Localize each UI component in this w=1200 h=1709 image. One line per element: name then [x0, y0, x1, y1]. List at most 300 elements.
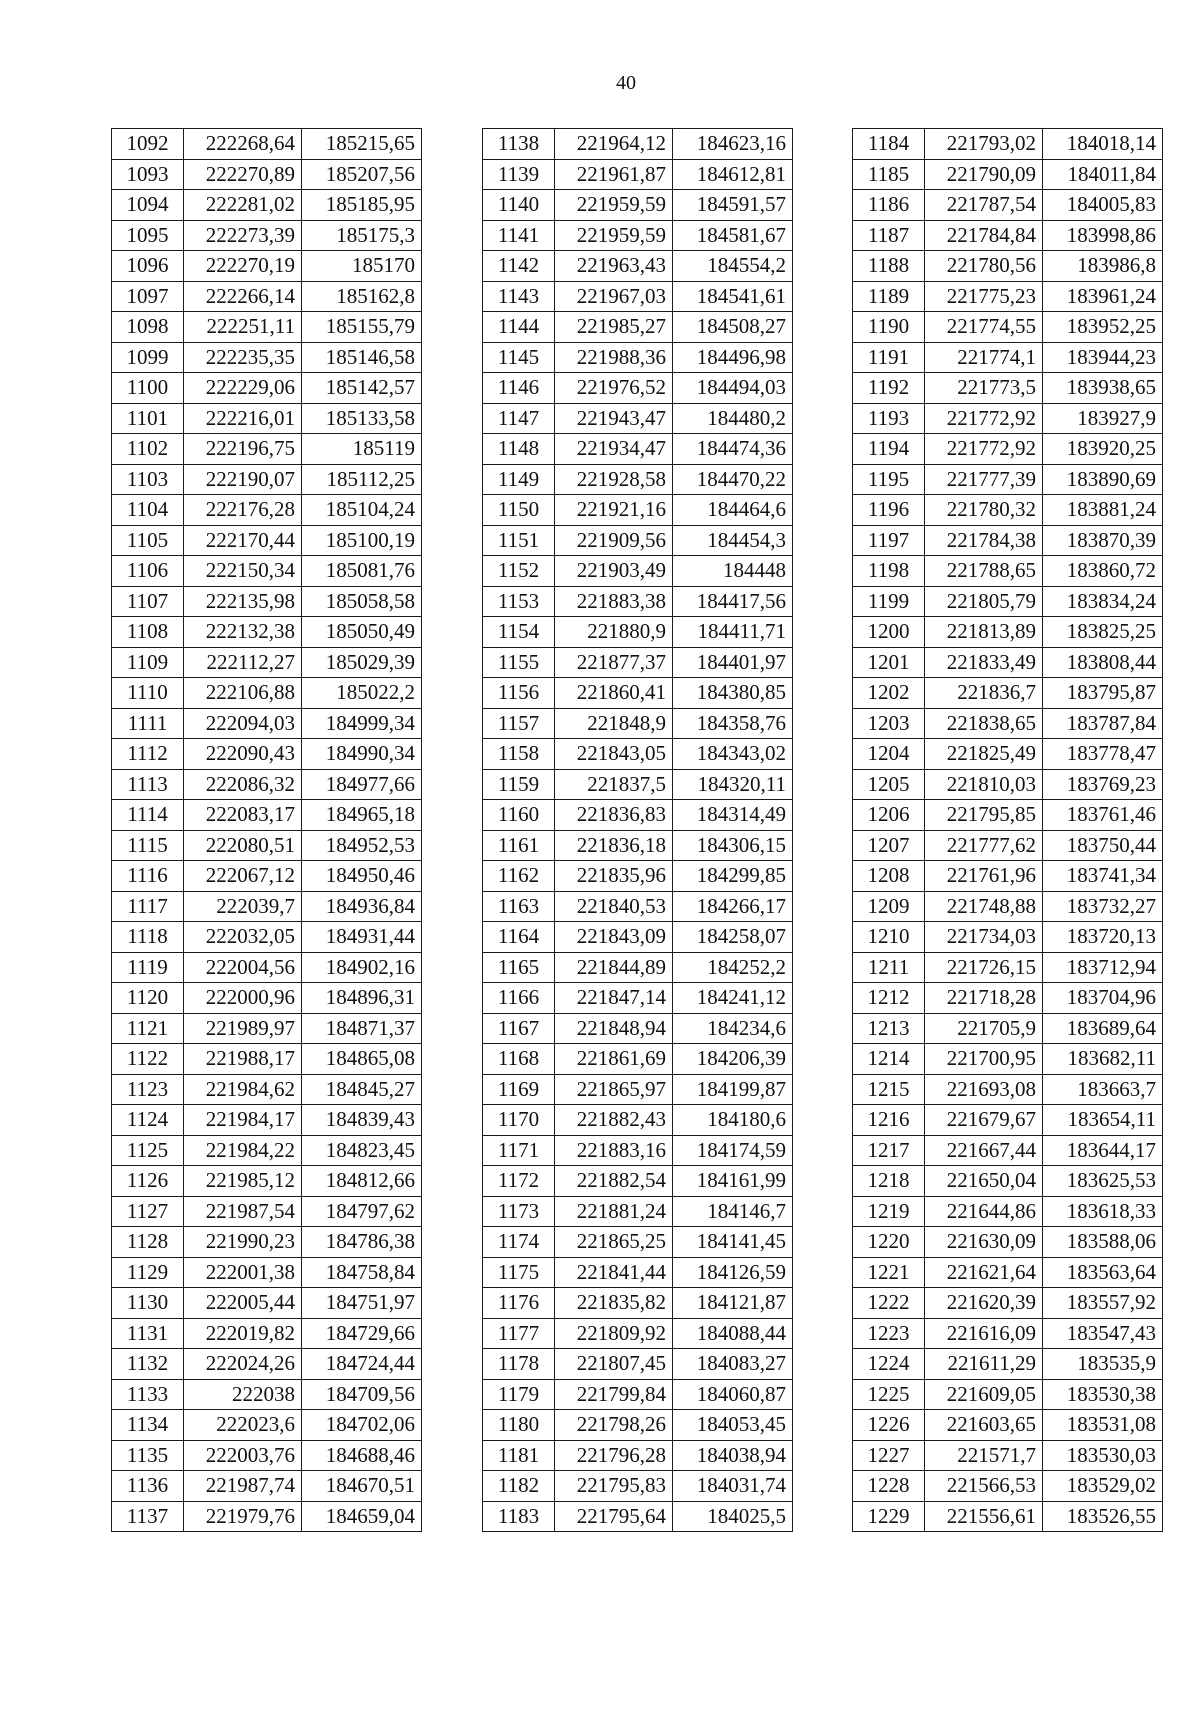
- point-number-cell: 1170: [483, 1105, 555, 1136]
- x-coordinate-cell: 222038: [184, 1379, 302, 1410]
- x-coordinate-cell: 221882,43: [555, 1105, 673, 1136]
- x-coordinate-cell: 221861,69: [555, 1044, 673, 1075]
- point-number-cell: 1154: [483, 617, 555, 648]
- table-row: [112, 1410, 422, 1441]
- table-row: [483, 922, 793, 953]
- x-coordinate-cell: 221882,54: [555, 1166, 673, 1197]
- table-row: [483, 251, 793, 282]
- point-number-cell: 1159: [483, 769, 555, 800]
- x-coordinate-cell: 221848,94: [555, 1013, 673, 1044]
- table-row: [853, 1074, 1163, 1105]
- y-coordinate-cell: 185133,58: [302, 403, 422, 434]
- y-coordinate-cell: 184161,99: [673, 1166, 793, 1197]
- x-coordinate-cell: 221837,5: [555, 769, 673, 800]
- table-row: [853, 1349, 1163, 1380]
- x-coordinate-cell: 221774,55: [925, 312, 1043, 343]
- point-number-cell: 1210: [853, 922, 925, 953]
- table-row: [112, 373, 422, 404]
- y-coordinate-cell: 184266,17: [673, 891, 793, 922]
- x-coordinate-cell: 222251,11: [184, 312, 302, 343]
- point-number-cell: 1099: [112, 342, 184, 373]
- table-row: [112, 952, 422, 983]
- table-row: [112, 708, 422, 739]
- point-number-cell: 1119: [112, 952, 184, 983]
- point-number-cell: 1126: [112, 1166, 184, 1197]
- table-row: [853, 708, 1163, 739]
- table-row: [483, 1318, 793, 1349]
- point-number-cell: 1185: [853, 159, 925, 190]
- x-coordinate-cell: 221985,12: [184, 1166, 302, 1197]
- x-coordinate-cell: 222032,05: [184, 922, 302, 953]
- table-row: [483, 647, 793, 678]
- point-number-cell: 1101: [112, 403, 184, 434]
- x-coordinate-cell: 221772,92: [925, 403, 1043, 434]
- table-row: [483, 1257, 793, 1288]
- point-number-cell: 1129: [112, 1257, 184, 1288]
- y-coordinate-cell: 184320,11: [673, 769, 793, 800]
- y-coordinate-cell: 183761,46: [1043, 800, 1163, 831]
- y-coordinate-cell: 183547,43: [1043, 1318, 1163, 1349]
- x-coordinate-cell: 221700,95: [925, 1044, 1043, 1075]
- table-row: [483, 1288, 793, 1319]
- y-coordinate-cell: 184038,94: [673, 1440, 793, 1471]
- table-row: [112, 800, 422, 831]
- table-row: [853, 739, 1163, 770]
- point-number-cell: 1167: [483, 1013, 555, 1044]
- x-coordinate-cell: 221934,47: [555, 434, 673, 465]
- y-coordinate-cell: 183787,84: [1043, 708, 1163, 739]
- table-row: [112, 1044, 422, 1075]
- point-number-cell: 1109: [112, 647, 184, 678]
- point-number-cell: 1122: [112, 1044, 184, 1075]
- x-coordinate-cell: 222281,02: [184, 190, 302, 221]
- x-coordinate-cell: 221841,44: [555, 1257, 673, 1288]
- x-coordinate-cell: 221611,29: [925, 1349, 1043, 1380]
- point-number-cell: 1123: [112, 1074, 184, 1105]
- point-number-cell: 1223: [853, 1318, 925, 1349]
- table-row: [853, 617, 1163, 648]
- y-coordinate-cell: 185100,19: [302, 525, 422, 556]
- x-coordinate-cell: 221921,16: [555, 495, 673, 526]
- x-coordinate-cell: 221774,1: [925, 342, 1043, 373]
- y-coordinate-cell: 184314,49: [673, 800, 793, 831]
- x-coordinate-cell: 222273,39: [184, 220, 302, 251]
- x-coordinate-cell: 221795,83: [555, 1471, 673, 1502]
- y-coordinate-cell: 184709,56: [302, 1379, 422, 1410]
- table-row: [112, 1196, 422, 1227]
- y-coordinate-cell: 184401,97: [673, 647, 793, 678]
- point-number-cell: 1100: [112, 373, 184, 404]
- point-number-cell: 1211: [853, 952, 925, 983]
- table-row: [483, 891, 793, 922]
- coordinate-table-3: [852, 128, 1163, 1532]
- x-coordinate-cell: 221788,65: [925, 556, 1043, 587]
- table-row: [112, 1379, 422, 1410]
- table-row: [112, 1440, 422, 1471]
- y-coordinate-cell: 184180,6: [673, 1105, 793, 1136]
- y-coordinate-cell: 184234,6: [673, 1013, 793, 1044]
- table-row: [483, 159, 793, 190]
- x-coordinate-cell: 221976,52: [555, 373, 673, 404]
- point-number-cell: 1095: [112, 220, 184, 251]
- x-coordinate-cell: 221726,15: [925, 952, 1043, 983]
- table-row: [853, 1288, 1163, 1319]
- x-coordinate-cell: 221784,38: [925, 525, 1043, 556]
- table-row: [483, 220, 793, 251]
- x-coordinate-cell: 221761,96: [925, 861, 1043, 892]
- point-number-cell: 1117: [112, 891, 184, 922]
- table-row: [853, 159, 1163, 190]
- y-coordinate-cell: 184121,87: [673, 1288, 793, 1319]
- y-coordinate-cell: 184088,44: [673, 1318, 793, 1349]
- point-number-cell: 1187: [853, 220, 925, 251]
- table-row: [853, 1013, 1163, 1044]
- y-coordinate-cell: 185119: [302, 434, 422, 465]
- y-coordinate-cell: 184936,84: [302, 891, 422, 922]
- table-row: [483, 1196, 793, 1227]
- point-number-cell: 1190: [853, 312, 925, 343]
- y-coordinate-cell: 184591,57: [673, 190, 793, 221]
- x-coordinate-cell: 221705,9: [925, 1013, 1043, 1044]
- y-coordinate-cell: 183778,47: [1043, 739, 1163, 770]
- table-row: [112, 586, 422, 617]
- point-number-cell: 1112: [112, 739, 184, 770]
- point-number-cell: 1194: [853, 434, 925, 465]
- y-coordinate-cell: 185155,79: [302, 312, 422, 343]
- y-coordinate-cell: 184174,59: [673, 1135, 793, 1166]
- x-coordinate-cell: 221644,86: [925, 1196, 1043, 1227]
- point-number-cell: 1184: [853, 129, 925, 160]
- point-number-cell: 1206: [853, 800, 925, 831]
- x-coordinate-cell: 221556,61: [925, 1501, 1043, 1532]
- table-row: [853, 434, 1163, 465]
- point-number-cell: 1212: [853, 983, 925, 1014]
- point-number-cell: 1198: [853, 556, 925, 587]
- point-number-cell: 1166: [483, 983, 555, 1014]
- table-row: [853, 1105, 1163, 1136]
- table-row: [112, 281, 422, 312]
- x-coordinate-cell: 222196,75: [184, 434, 302, 465]
- point-number-cell: 1149: [483, 464, 555, 495]
- y-coordinate-cell: 183712,94: [1043, 952, 1163, 983]
- x-coordinate-cell: 221840,53: [555, 891, 673, 922]
- x-coordinate-cell: 221795,64: [555, 1501, 673, 1532]
- x-coordinate-cell: 221860,41: [555, 678, 673, 709]
- x-coordinate-cell: 221777,39: [925, 464, 1043, 495]
- table-row: [112, 1257, 422, 1288]
- y-coordinate-cell: 183741,34: [1043, 861, 1163, 892]
- x-coordinate-cell: 221616,09: [925, 1318, 1043, 1349]
- table-row: [112, 1166, 422, 1197]
- table-row: [112, 1227, 422, 1258]
- table-row: [112, 495, 422, 526]
- x-coordinate-cell: 221943,47: [555, 403, 673, 434]
- x-coordinate-cell: 221836,83: [555, 800, 673, 831]
- y-coordinate-cell: 183732,27: [1043, 891, 1163, 922]
- table-row: [853, 586, 1163, 617]
- table-row: [483, 1349, 793, 1380]
- x-coordinate-cell: 221718,28: [925, 983, 1043, 1014]
- point-number-cell: 1173: [483, 1196, 555, 1227]
- x-coordinate-cell: 221620,39: [925, 1288, 1043, 1319]
- y-coordinate-cell: 185112,25: [302, 464, 422, 495]
- point-number-cell: 1102: [112, 434, 184, 465]
- table-row: [112, 983, 422, 1014]
- point-number-cell: 1192: [853, 373, 925, 404]
- x-coordinate-cell: 221793,02: [925, 129, 1043, 160]
- table-row: [853, 495, 1163, 526]
- point-number-cell: 1093: [112, 159, 184, 190]
- y-coordinate-cell: 184241,12: [673, 983, 793, 1014]
- y-coordinate-cell: 184659,04: [302, 1501, 422, 1532]
- y-coordinate-cell: 185175,3: [302, 220, 422, 251]
- point-number-cell: 1176: [483, 1288, 555, 1319]
- y-coordinate-cell: 183890,69: [1043, 464, 1163, 495]
- x-coordinate-cell: 221984,17: [184, 1105, 302, 1136]
- y-coordinate-cell: 183654,11: [1043, 1105, 1163, 1136]
- table-row: [112, 312, 422, 343]
- table-row: [112, 1288, 422, 1319]
- table-row: [483, 708, 793, 739]
- x-coordinate-cell: 221909,56: [555, 525, 673, 556]
- table-row: [112, 1501, 422, 1532]
- point-number-cell: 1205: [853, 769, 925, 800]
- y-coordinate-cell: 185081,76: [302, 556, 422, 587]
- point-number-cell: 1196: [853, 495, 925, 526]
- y-coordinate-cell: 184786,38: [302, 1227, 422, 1258]
- x-coordinate-cell: 221795,85: [925, 800, 1043, 831]
- x-coordinate-cell: 221748,88: [925, 891, 1043, 922]
- point-number-cell: 1158: [483, 739, 555, 770]
- table-row: [483, 1166, 793, 1197]
- x-coordinate-cell: 221843,09: [555, 922, 673, 953]
- point-number-cell: 1161: [483, 830, 555, 861]
- point-number-cell: 1191: [853, 342, 925, 373]
- point-number-cell: 1183: [483, 1501, 555, 1532]
- point-number-cell: 1150: [483, 495, 555, 526]
- y-coordinate-cell: 184480,2: [673, 403, 793, 434]
- y-coordinate-cell: 183870,39: [1043, 525, 1163, 556]
- y-coordinate-cell: 183588,06: [1043, 1227, 1163, 1258]
- point-number-cell: 1160: [483, 800, 555, 831]
- y-coordinate-cell: 184417,56: [673, 586, 793, 617]
- table-row: [853, 983, 1163, 1014]
- y-coordinate-cell: 183557,92: [1043, 1288, 1163, 1319]
- y-coordinate-cell: 184060,87: [673, 1379, 793, 1410]
- x-coordinate-cell: 221809,92: [555, 1318, 673, 1349]
- table-row: [483, 1013, 793, 1044]
- table-row: [112, 830, 422, 861]
- coordinate-table-2: [482, 128, 793, 1532]
- point-number-cell: 1226: [853, 1410, 925, 1441]
- y-coordinate-cell: 184005,83: [1043, 190, 1163, 221]
- x-coordinate-cell: 221985,27: [555, 312, 673, 343]
- table-row: [112, 1349, 422, 1380]
- y-coordinate-cell: 184380,85: [673, 678, 793, 709]
- y-coordinate-cell: 184258,07: [673, 922, 793, 953]
- point-number-cell: 1124: [112, 1105, 184, 1136]
- y-coordinate-cell: 183682,11: [1043, 1044, 1163, 1075]
- point-number-cell: 1120: [112, 983, 184, 1014]
- point-number-cell: 1138: [483, 129, 555, 160]
- table-row: [112, 861, 422, 892]
- table-row: [112, 159, 422, 190]
- x-coordinate-cell: 222266,14: [184, 281, 302, 312]
- y-coordinate-cell: 183663,7: [1043, 1074, 1163, 1105]
- y-coordinate-cell: 184018,14: [1043, 129, 1163, 160]
- y-coordinate-cell: 184470,22: [673, 464, 793, 495]
- y-coordinate-cell: 183986,8: [1043, 251, 1163, 282]
- y-coordinate-cell: 183920,25: [1043, 434, 1163, 465]
- table-row: [483, 1227, 793, 1258]
- y-coordinate-cell: 184702,06: [302, 1410, 422, 1441]
- x-coordinate-cell: 222270,19: [184, 251, 302, 282]
- x-coordinate-cell: 221928,58: [555, 464, 673, 495]
- x-coordinate-cell: 221650,04: [925, 1166, 1043, 1197]
- x-coordinate-cell: 221963,43: [555, 251, 673, 282]
- x-coordinate-cell: 222229,06: [184, 373, 302, 404]
- point-number-cell: 1134: [112, 1410, 184, 1441]
- point-number-cell: 1133: [112, 1379, 184, 1410]
- y-coordinate-cell: 184496,98: [673, 342, 793, 373]
- y-coordinate-cell: 184999,34: [302, 708, 422, 739]
- table-row: [483, 373, 793, 404]
- point-number-cell: 1135: [112, 1440, 184, 1471]
- point-number-cell: 1162: [483, 861, 555, 892]
- point-number-cell: 1139: [483, 159, 555, 190]
- y-coordinate-cell: 184146,7: [673, 1196, 793, 1227]
- table-row: [853, 1196, 1163, 1227]
- y-coordinate-cell: 184306,15: [673, 830, 793, 861]
- x-coordinate-cell: 221959,59: [555, 220, 673, 251]
- y-coordinate-cell: 184965,18: [302, 800, 422, 831]
- x-coordinate-cell: 221833,49: [925, 647, 1043, 678]
- table-row: [483, 769, 793, 800]
- y-coordinate-cell: 184454,3: [673, 525, 793, 556]
- table-row: [853, 678, 1163, 709]
- table-row: [853, 891, 1163, 922]
- x-coordinate-cell: 221787,54: [925, 190, 1043, 221]
- y-coordinate-cell: 183535,9: [1043, 1349, 1163, 1380]
- x-coordinate-cell: 221566,53: [925, 1471, 1043, 1502]
- y-coordinate-cell: 184896,31: [302, 983, 422, 1014]
- y-coordinate-cell: 183720,13: [1043, 922, 1163, 953]
- point-number-cell: 1179: [483, 1379, 555, 1410]
- point-number-cell: 1114: [112, 800, 184, 831]
- x-coordinate-cell: 221877,37: [555, 647, 673, 678]
- table-row: [112, 922, 422, 953]
- x-coordinate-cell: 222005,44: [184, 1288, 302, 1319]
- x-coordinate-cell: 221825,49: [925, 739, 1043, 770]
- point-number-cell: 1163: [483, 891, 555, 922]
- y-coordinate-cell: 183530,38: [1043, 1379, 1163, 1410]
- table-row: [853, 190, 1163, 221]
- x-coordinate-cell: 222094,03: [184, 708, 302, 739]
- y-coordinate-cell: 183881,24: [1043, 495, 1163, 526]
- x-coordinate-cell: 221988,36: [555, 342, 673, 373]
- y-coordinate-cell: 183769,23: [1043, 769, 1163, 800]
- x-coordinate-cell: 221777,62: [925, 830, 1043, 861]
- y-coordinate-cell: 184581,67: [673, 220, 793, 251]
- x-coordinate-cell: 221810,03: [925, 769, 1043, 800]
- y-coordinate-cell: 184751,97: [302, 1288, 422, 1319]
- point-number-cell: 1165: [483, 952, 555, 983]
- point-number-cell: 1208: [853, 861, 925, 892]
- x-coordinate-cell: 221979,76: [184, 1501, 302, 1532]
- y-coordinate-cell: 184474,36: [673, 434, 793, 465]
- point-number-cell: 1215: [853, 1074, 925, 1105]
- y-coordinate-cell: 184448: [673, 556, 793, 587]
- point-number-cell: 1131: [112, 1318, 184, 1349]
- point-number-cell: 1152: [483, 556, 555, 587]
- point-number-cell: 1142: [483, 251, 555, 282]
- table-row: [853, 281, 1163, 312]
- x-coordinate-cell: 221799,84: [555, 1379, 673, 1410]
- x-coordinate-cell: 222106,88: [184, 678, 302, 709]
- y-coordinate-cell: 184141,45: [673, 1227, 793, 1258]
- point-number-cell: 1147: [483, 403, 555, 434]
- table-row: [483, 312, 793, 343]
- y-coordinate-cell: 185104,24: [302, 495, 422, 526]
- table-row: [483, 830, 793, 861]
- x-coordinate-cell: 222216,01: [184, 403, 302, 434]
- point-number-cell: 1174: [483, 1227, 555, 1258]
- table-row: [853, 861, 1163, 892]
- table-row: [853, 1257, 1163, 1288]
- y-coordinate-cell: 184688,46: [302, 1440, 422, 1471]
- point-number-cell: 1169: [483, 1074, 555, 1105]
- table-row: [483, 403, 793, 434]
- table-row: [853, 952, 1163, 983]
- y-coordinate-cell: 184252,2: [673, 952, 793, 983]
- y-coordinate-cell: 185207,56: [302, 159, 422, 190]
- x-coordinate-cell: 222268,64: [184, 129, 302, 160]
- point-number-cell: 1228: [853, 1471, 925, 1502]
- table-row: [853, 1471, 1163, 1502]
- point-number-cell: 1193: [853, 403, 925, 434]
- point-number-cell: 1110: [112, 678, 184, 709]
- y-coordinate-cell: 184358,76: [673, 708, 793, 739]
- table-row: [112, 556, 422, 587]
- point-number-cell: 1144: [483, 312, 555, 343]
- y-coordinate-cell: 184931,44: [302, 922, 422, 953]
- table-row: [483, 1105, 793, 1136]
- point-number-cell: 1222: [853, 1288, 925, 1319]
- table-row: [853, 1044, 1163, 1075]
- point-number-cell: 1136: [112, 1471, 184, 1502]
- x-coordinate-cell: 222024,26: [184, 1349, 302, 1380]
- table-row: [483, 800, 793, 831]
- y-coordinate-cell: 184508,27: [673, 312, 793, 343]
- table-row: [853, 769, 1163, 800]
- table-row: [853, 1440, 1163, 1471]
- y-coordinate-cell: 185185,95: [302, 190, 422, 221]
- x-coordinate-cell: 221959,59: [555, 190, 673, 221]
- table-row: [112, 342, 422, 373]
- x-coordinate-cell: 222001,38: [184, 1257, 302, 1288]
- point-number-cell: 1127: [112, 1196, 184, 1227]
- y-coordinate-cell: 183938,65: [1043, 373, 1163, 404]
- table-row: [112, 647, 422, 678]
- x-coordinate-cell: 221835,96: [555, 861, 673, 892]
- table-row: [483, 129, 793, 160]
- x-coordinate-cell: 222083,17: [184, 800, 302, 831]
- x-coordinate-cell: 221798,26: [555, 1410, 673, 1441]
- point-number-cell: 1103: [112, 464, 184, 495]
- point-number-cell: 1157: [483, 708, 555, 739]
- table-row: [483, 464, 793, 495]
- point-number-cell: 1197: [853, 525, 925, 556]
